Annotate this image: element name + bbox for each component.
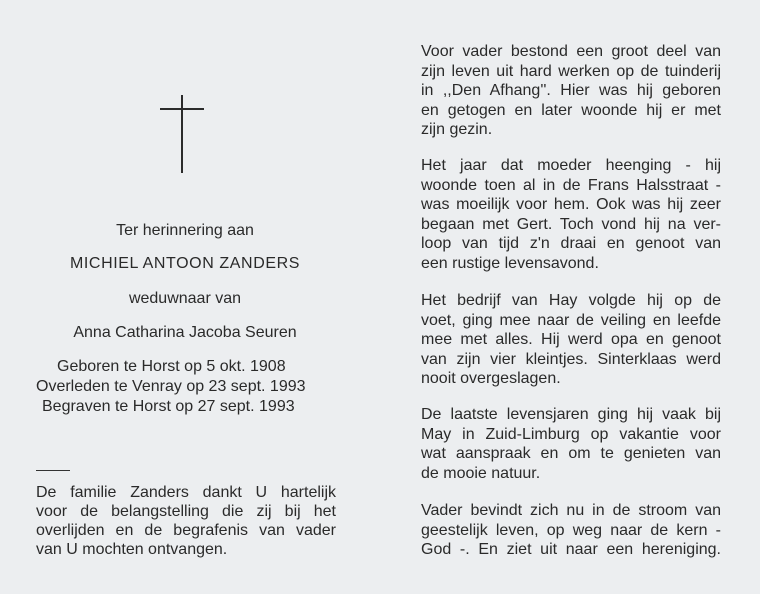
paragraph-tuinderij bbox=[421, 42, 721, 140]
text-line: wat aanspraak en om te genieten van bbox=[421, 445, 721, 463]
thanks-line: overlijden en de begrafenis van vader bbox=[36, 522, 336, 539]
text-line: geestelijk leven, op weg naar de kern - bbox=[421, 521, 721, 539]
paragraph-levensjaren bbox=[421, 405, 721, 483]
text-line: in ,,Den Afhang''. Hier was hij geboren bbox=[421, 82, 721, 100]
spouse-name: Anna Catharina Jacoba Seuren bbox=[73, 324, 297, 341]
paragraph-moeder bbox=[421, 156, 721, 274]
thanks-line: van U mochten ontvangen. bbox=[36, 541, 228, 558]
text-line: een rustige levensavond. bbox=[421, 254, 599, 272]
text-line: nooit overgeslagen. bbox=[421, 370, 561, 388]
text-line: woonde toen al in de Frans Halsstraat - bbox=[421, 176, 721, 194]
text-line: en getogen en later woonde hij er met bbox=[421, 101, 721, 119]
text-line: van zijn vier kleintjes. Sinterklaas werd bbox=[421, 350, 721, 368]
buried-line: Begraven te Horst op 27 sept. 1993 bbox=[42, 398, 295, 415]
in-memory-label: Ter herinnering aan bbox=[116, 222, 254, 239]
died-line: Overleden te Venray op 23 sept. 1993 bbox=[36, 378, 306, 395]
text-line: God -. En ziet uit naar een hereniging. bbox=[421, 541, 721, 559]
text-line: Voor vader bestond een groot deel van bbox=[421, 43, 721, 60]
cross-icon bbox=[160, 95, 204, 173]
text-line: zijn leven uit hard werken op de tuinderij bbox=[421, 62, 721, 80]
divider bbox=[36, 470, 70, 471]
thanks-line: voor de belangstelling die zij bij het bbox=[36, 503, 336, 520]
thanks-line: De familie Zanders dankt U hartelijk bbox=[36, 484, 336, 501]
text-line: Vader bevindt zich nu in de stroom van bbox=[421, 502, 721, 519]
text-line: was moeilijk voor hem. Ook was hij zeer bbox=[421, 196, 721, 214]
family-thanks bbox=[36, 483, 336, 559]
life-dates bbox=[36, 357, 336, 417]
text-line: begaan met Gert. Toch vond hij na ver- bbox=[421, 215, 721, 233]
text-line: mee met alles. Hij werd opa en genoot bbox=[421, 331, 721, 349]
paragraph-stroom bbox=[421, 501, 721, 560]
born-line: Geboren te Horst op 5 okt. 1908 bbox=[57, 358, 286, 375]
text-line: de mooie natuur. bbox=[421, 464, 541, 482]
text-line: voet, ging mee naar de veiling en leefde bbox=[421, 311, 721, 329]
text-line: zijn gezin. bbox=[421, 121, 493, 139]
text-line: Het jaar dat moeder heenging - hij bbox=[421, 157, 721, 174]
widower-of-label: weduwnaar van bbox=[128, 290, 242, 307]
text-line: loop van tijd z'n draai en genoot van bbox=[421, 235, 721, 253]
text-line: De laatste levensjaren ging hij vaak bij bbox=[421, 406, 721, 423]
text-line: May in Zuid-Limburg op vakantie voor bbox=[421, 425, 721, 443]
text-line: Het bedrijf van Hay volgde hij op de bbox=[421, 292, 721, 309]
paragraph-bedrijf bbox=[421, 291, 721, 389]
deceased-name: MICHIEL ANTOON ZANDERS bbox=[69, 255, 301, 272]
